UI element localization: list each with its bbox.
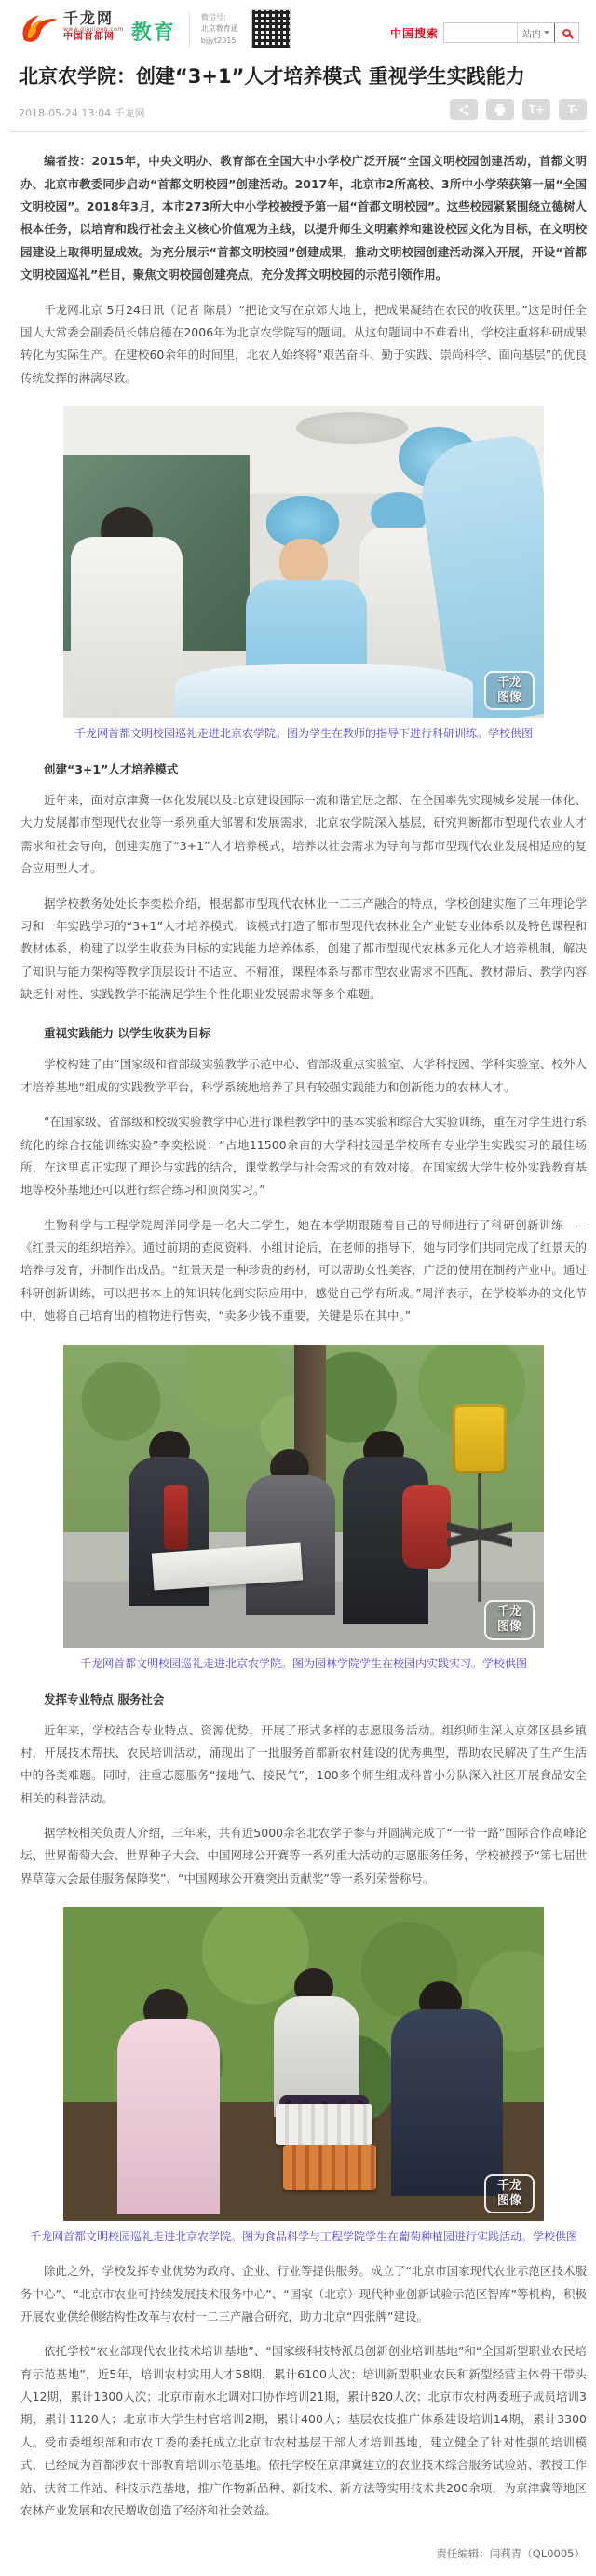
wechat-id: bjjyt2015 [200, 35, 237, 45]
qianlong-watermark: 千龙 图像 [484, 1600, 535, 1640]
editor-credit: 责任编辑：闫莉青（QL0005） [436, 2547, 585, 2561]
search-button[interactable] [554, 23, 578, 42]
print-button[interactable] [486, 99, 514, 120]
total-station-shape [453, 1404, 507, 1473]
person-shape [71, 537, 183, 718]
section-heading: 创建“3+1”人才培养模式 [44, 762, 179, 777]
qr-code [251, 9, 291, 48]
paragraph: 据学校相关负责人介绍，三年来，共有近5000余名北农学子参与并圆满完成了“一带一路”国际合作高峰论坛、世界葡萄大会、世界种子大会、中国网球公开赛等一系列重大活动的志愿服务任务，学校被授予“第七届世界草莓大会最佳服务保障奖”、“中国网球公开赛突出贡献奖”等一系列荣誉称号。 [20, 1826, 587, 1885]
paragraph: 除此之外，学校发挥专业优势为政府、企业、行业等提供服务。成立了“北京市国家现代农业示范区技术服务中心”、“北京市农业可持续发展技术服务中心”、“国家（北京）现代种业创新试验示范区智库”等机构，积极开展农业供给侧结构性改革与农村一二三产融合研究，助力北京“四张牌”建设。 [20, 2264, 587, 2323]
paragraph: “在国家级、省部级和校级实验教学中心进行课程教学中的基本实验和综合大实验训练，重在对学生进行系统化的综合技能训练实验”李奕松说：“占地11500余亩的大学科技园是学校所有专业学生实践实习的最佳场所，在这里真正实现了理论与实践的结合，课堂教学与社会需求的有效对接。在国家级大学生校外实践教育基地等校外基地还可以进行综合练习和顶岗实习。” [20, 1115, 587, 1198]
editor-note-paragraph: 编者按：2015年，中央文明办、教育部在全国大中小学校广泛开展“全国文明校园创建活动，首都文明办、北京市教委同步启动“首都文明校园”创建活动。2017年，北京市2所高校、3所中小学荣获第一届“全国文明校园”。2018年3月，本市273所大中小学校被授予第一届“首都文明校园”。这些校园紧紧围绕立德树人根本任务，以培育和践行社会主义核心价值观为主线，以提升师生文明素养和建设校园文化为目标，在文明校园建设上取得明显成效。为充分展示“首都文明校园”创建成果，推动文明校园创建活动深入开展，开设“首都文明校园巡礼”栏目，聚焦文明校园创建亮点，充分发挥文明校园的示范引领作用。 [20, 154, 587, 282]
backpack-shape [402, 1485, 451, 1569]
site-subtitle: 中国首都网 [63, 32, 115, 43]
qianlong-watermark: 千龙 图像 [484, 2174, 535, 2214]
paragraph: 依托学校“农业部现代农业技术培训基地”、“国家级科技特派员创新创业培训基地”和“全国新型职业农民培育示范基地”，近5年，培训农村实用人才58期，累计6100人次；培训新型职业农民和新型经营主体骨干带头人12期，累计1300人次；北京市南水北调对口协作培训21期，累计820人次；北京市农村两委班子成员培训3期，累计1120人；北京市大学生村官培训2期，累计400人；基层农技推广体系建设培训14期，累计3300人。受市委组织部和市农工委的委托成立北京市农村基层干部人才培训基地，建立健全了针对性强的培训模式，已经成为首都涉农干部教育培训示范基地。依托学校在京津冀建立的农业技术综合服务试验站、教授工作站、扶贫工作站、科技示范基地，推广作物新品种、新技术、新方法等实用技术共200余项，为京津冀等地区农林产业发展和农民增收创造了经济和社会效益。 [20, 2344, 587, 2517]
tripod-shape [447, 1472, 512, 1602]
article-meta [19, 105, 145, 120]
paragraph: 据学校教务处处长李奕松介绍，根据都市型现代农林业一二三产融合的特点，学校创建实施了三年理论学习和一年实践学习的“3+1”人才培养模式。该模式打造了都市型现代农林业全产业链专业体系以及特色课程和教材体系，构建了以学生收获为目标的实践能力培养体系，创建了都市型现代农林多元化人才培养机制，解决了知识与能力架构等教学顶层设计不适应、不精准，课程体系与都市型农业需求不匹配、教材滞后、教学内容缺乏针对性、实践教学不能满足学生个性化职业发展需求等多个难题。 [20, 896, 587, 1002]
site-logo[interactable] [19, 9, 124, 45]
crate-shape [276, 2104, 372, 2145]
font-decrease-button[interactable]: T- [559, 99, 587, 120]
paragraph: 千龙网北京 5月24日讯（记者 陈晨）“把论文写在京郊大地上，把成果凝结在农民的收获里。”这是时任全国人大常委会副委员长韩启德在2006年为北京农学院写的题词。从这句题词中不难看出，学校注重将科研成果转化为实际生产。在建校60余年的时间里，北农人始终将“艰苦奋斗、勤于实践、崇尚科学、面向基层”的优良传统发挥的淋漓尽致。 [20, 302, 587, 385]
person-shape [279, 539, 328, 585]
article-toolbar [450, 99, 587, 120]
header-divider [189, 12, 190, 48]
ceiling-fan-shape [296, 412, 408, 444]
search-bar [386, 22, 579, 43]
search-scope-value: 站内 [522, 29, 541, 40]
dragon-logo-icon [19, 9, 60, 45]
photo-caption: 千龙网首都文明校园巡礼走进北京农学院。图为食品科学与工程学院学生在葡萄种植园进行实践活动。学校供图 [29, 2230, 577, 2244]
brand-text [63, 11, 124, 43]
search-input[interactable] [444, 23, 517, 42]
paragraph: 学校构建了由“国家级和省部级实验教学示范中心、省部级重点实验室、大学科技园、学科实验室、校外人才培养基地”组成的实践教学平台，科学系统地培养了具有较强实践能力和创新能力的农林人才。 [20, 1057, 587, 1094]
person-shape [117, 2019, 220, 2214]
article-photo-survey [63, 1345, 544, 1648]
site-name: 千龙网 [63, 9, 115, 28]
article-photo-lab [63, 406, 544, 718]
chevron-down-icon [544, 31, 549, 34]
page-title: 北京农学院：创建“3+1”人才培养模式 重视学生实践能力 [19, 65, 525, 88]
article-date: 2018-05-24 13:04 [19, 107, 112, 120]
section-heading: 发挥专业特点 服务社会 [44, 1692, 165, 1706]
print-icon [494, 103, 507, 116]
paragraph: 近年来，面对京津冀一体化发展以及北京建设国际一流和谐宜居之都、在全国率先实现城乡发展一体化、大力发展都市型现代农业等一系列重大部署和发展需求，北京农学院深入基层，研究判断都市型现代农业人才需求和社会导向，创建实施了“3+1”人才培养模式，培养以社会需求为导向与都市型现代农业发展相适应的复合应用型人才。 [20, 793, 587, 876]
photo-caption: 千龙网首都文明校园巡礼走进北京农学院。图为学生在教师的指导下进行科研训练。学校供图 [74, 727, 533, 741]
section-heading: 重视实践能力 以学生收获为目标 [44, 1026, 211, 1041]
photo-caption: 千龙网首都文明校园巡礼走进北京农学院。图为园林学院学生在校园内实践实习。学校供图 [79, 1656, 527, 1670]
article-body [0, 132, 596, 2576]
instrument-shape [164, 1485, 188, 1550]
surgical-drape-shape [175, 664, 473, 718]
article-photo-vineyard [63, 1907, 544, 2221]
channel-education[interactable]: 教育 [130, 21, 176, 45]
search-brand-label: 中国搜索 [389, 26, 439, 40]
crate-shape [283, 2145, 376, 2190]
share-button[interactable] [450, 99, 478, 120]
wechat-block [201, 12, 238, 47]
site-url: www.qianlong.com [63, 26, 124, 33]
paragraph: 近年来，学校结合专业特点、资源优势，开展了形式多样的志愿服务活动。组织师生深入京郊区县乡镇村，开展技术帮扶、农民培训活动，涌现出了一批服务首都新农村建设的优秀典型，帮助农民解决了生产生活中的各类难题。同时，注重志愿服务“接地气、接民气”，100多个师生组成科普小分队深入社区开展食品安全相关的科普活动。 [20, 1722, 587, 1805]
search-box [443, 22, 579, 43]
meta-row [0, 89, 596, 120]
article-source: 千龙网 [114, 107, 145, 120]
paragraph: 生物科学与工程学院周洋同学是一名大二学生，她在本学期跟随着自己的导师进行了科研创新训练——《红景天的组织培养》。通过前期的查阅资料、小组讨论后，在老师的指导下，她与同学们共同完成了红景天的培养与发育，并制作出成品。“红景天是一种珍贵的药材，可以帮助女性美容，广泛的使用在制药产业中。通过科研创新训练，可以把书本上的知识转化到实际应用中，感觉自己学有所成。”周洋表示，在学校举办的文化节中，她将自己培育出的植物进行售卖，“卖多少钱不重要，关键是乐在其中。” [20, 1217, 587, 1323]
brand-group [19, 9, 291, 48]
wechat-name: 北京教育通 [200, 24, 238, 34]
qianlong-watermark: 千龙 图像 [484, 671, 535, 711]
search-scope-select[interactable] [517, 23, 554, 42]
share-icon [457, 103, 470, 116]
search-icon [562, 29, 571, 37]
wechat-label: 微信号： [200, 13, 231, 21]
font-increase-button[interactable]: T+ [522, 99, 550, 120]
site-header [0, 0, 596, 48]
person-shape [391, 2009, 503, 2196]
